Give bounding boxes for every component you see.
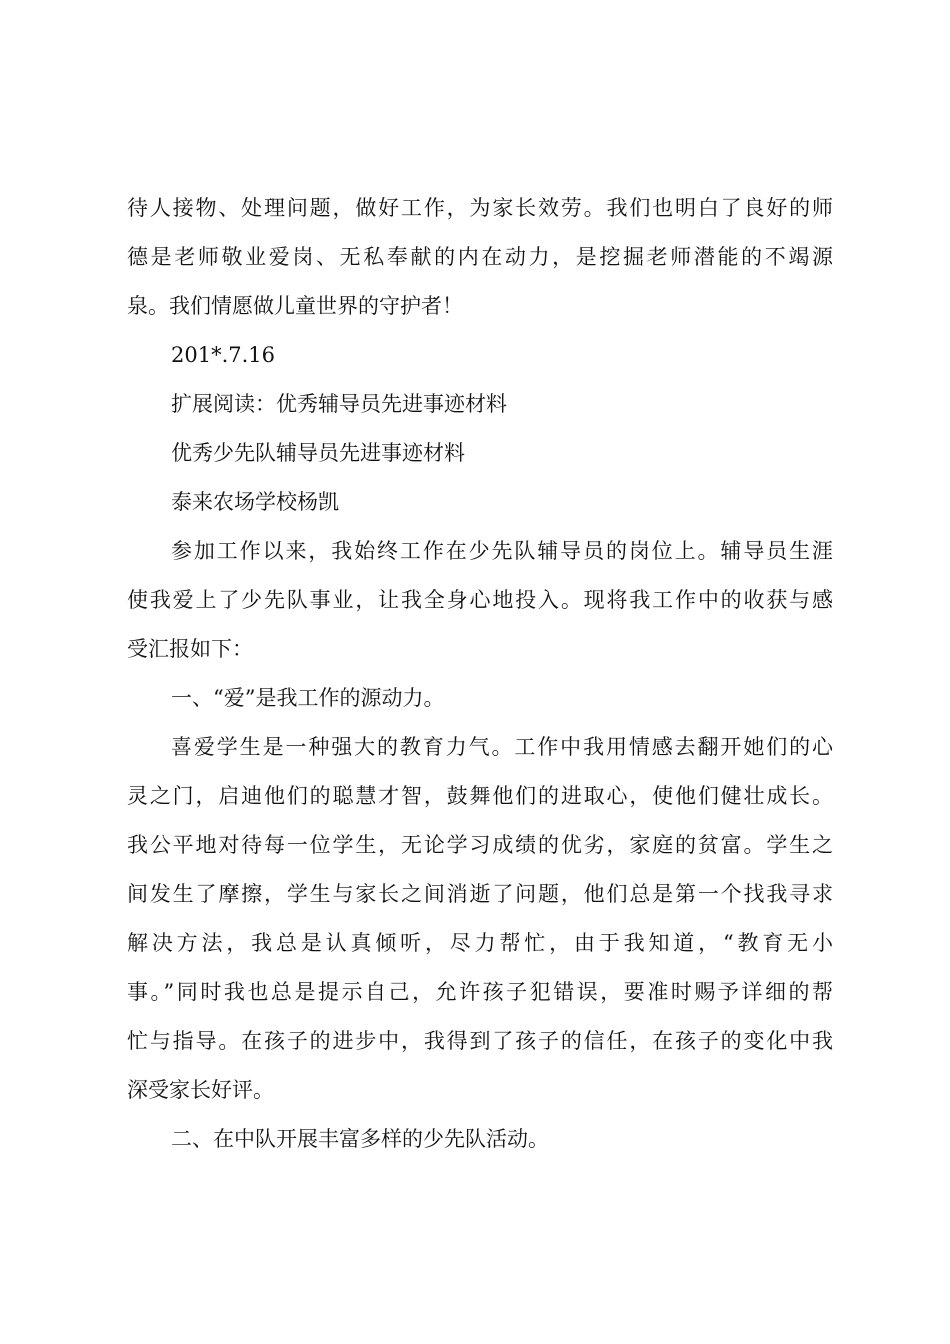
- paragraph-line: 喜爱学生是一种强大的教育力气。工作中我用情感去翻开她们的心: [171, 735, 833, 759]
- paragraph-line: 受汇报如下：: [127, 637, 253, 661]
- paragraph-line: 解决方法，我总是认真倾听，尽力帮忙，由于我知道，“教育无小: [127, 931, 833, 955]
- paragraph-line: 事。”同时我也总是提示自己，允许孩子犯错误，要准时赐予详细的帮: [127, 980, 833, 1004]
- paragraph-line: 我公平地对待每一位学生，无论学习成绩的优劣，家庭的贫富。学生之: [127, 833, 833, 857]
- date-line: 201*.7.16: [171, 343, 276, 367]
- author-line: 泰来农场学校杨凯: [171, 490, 339, 514]
- extended-reading-title: 扩展阅读：优秀辅导员先进事迹材料: [171, 392, 507, 416]
- paragraph-line: 使我爱上了少先队事业，让我全身心地投入。现将我工作中的收获与感: [127, 588, 833, 612]
- paragraph-line: 德是老师敬业爱岗、无私奉献的内在动力，是挖掘老师潜能的不竭源: [127, 245, 833, 269]
- paragraph-line: 待人接物、处理问题，做好工作，为家长效劳。我们也明白了良好的师: [127, 196, 833, 220]
- paragraph-line: 间发生了摩擦，学生与家长之间消逝了问题，他们总是第一个找我寻求: [127, 882, 833, 906]
- section-heading: 一、“爱”是我工作的源动力。: [171, 686, 445, 710]
- paragraph-line: 泉。我们情愿做儿童世界的守护者！: [127, 294, 463, 318]
- section-heading: 二、在中队开展丰富多样的少先队活动。: [171, 1127, 549, 1151]
- paragraph-line: 深受家长好评。: [127, 1078, 274, 1102]
- paragraph-line: 灵之门，启迪他们的聪慧才智，鼓舞他们的进取心，使他们健壮成长。: [127, 784, 833, 808]
- paragraph-line: 参加工作以来，我始终工作在少先队辅导员的岗位上。辅导员生涯: [171, 539, 833, 563]
- article-title: 优秀少先队辅导员先进事迹材料: [171, 441, 465, 465]
- paragraph-line: 忙与指导。在孩子的进步中，我得到了孩子的信任，在孩子的变化中我: [127, 1029, 833, 1053]
- document-body: [127, 184, 833, 1164]
